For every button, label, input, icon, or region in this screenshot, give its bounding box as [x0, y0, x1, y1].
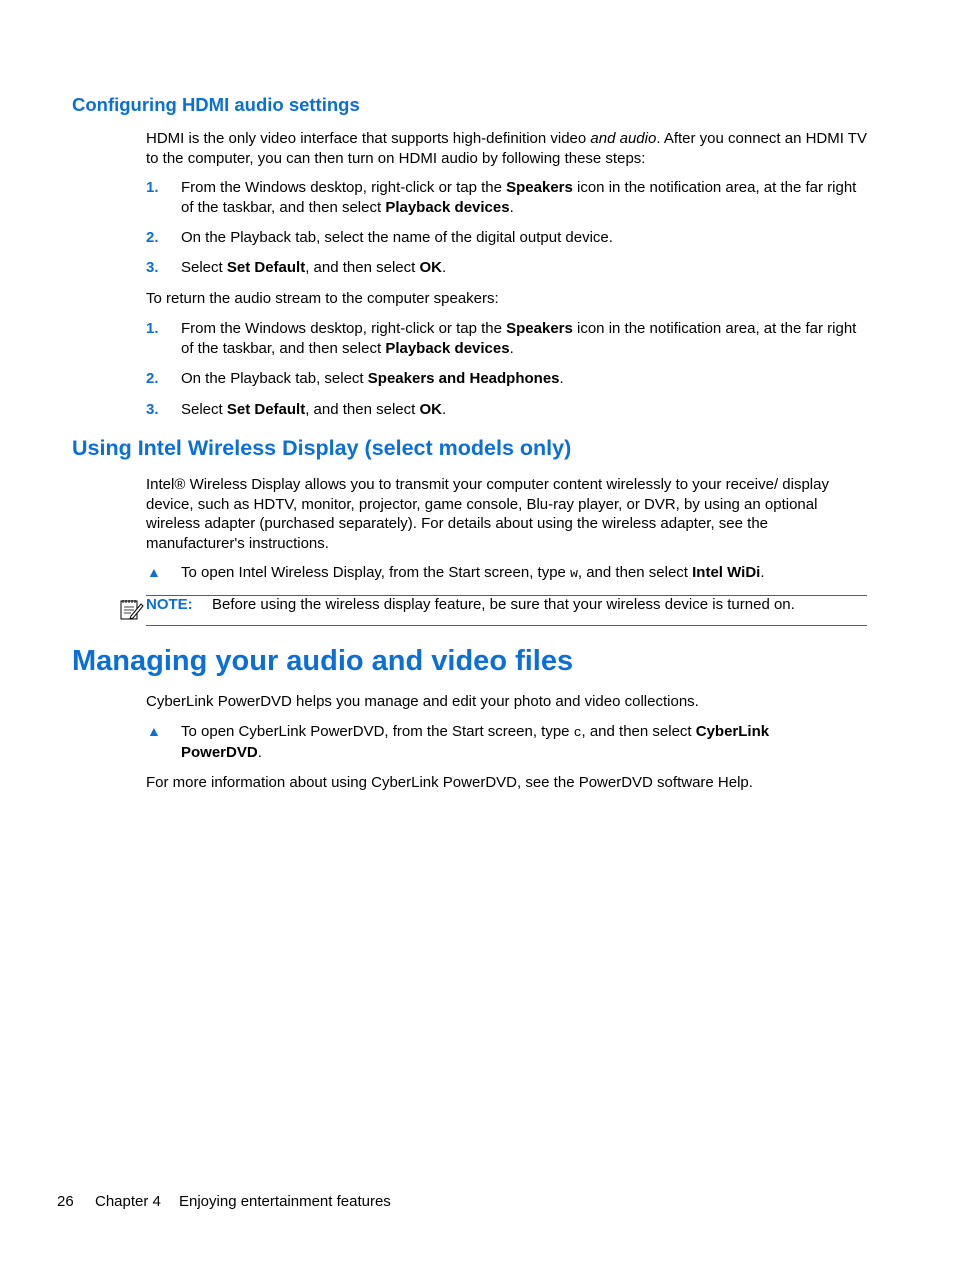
note-pad-icon — [119, 597, 145, 626]
text: . — [509, 340, 514, 357]
bold-text: Intel WiDi — [692, 564, 761, 581]
chapter-section-heading: Managing your audio and video files — [72, 645, 574, 677]
step-number: 3. — [146, 259, 159, 276]
step-text — [181, 178, 871, 218]
text: To open CyberLink PowerDVD, from the Start screen, type — [181, 723, 574, 740]
bold-text: Playback devices — [385, 199, 510, 216]
note-text: Before using the wireless display feature, be sure that your wireless device is turned on. — [212, 596, 795, 613]
step-text — [181, 369, 871, 389]
italic-text: and audio — [590, 130, 657, 147]
text: From the Windows desktop, right-click or tap the — [181, 179, 507, 196]
footer-title: Enjoying entertainment features — [179, 1193, 391, 1210]
step-number: 1. — [146, 320, 159, 337]
text: Select — [181, 259, 227, 276]
text: . — [257, 744, 262, 761]
text: . — [559, 370, 564, 387]
code-text: w — [570, 566, 578, 581]
bold-text: Speakers — [506, 179, 573, 196]
step-text — [181, 258, 871, 278]
triangle-bullet-icon: ▲ — [147, 723, 161, 739]
managing-bullet-text — [181, 722, 841, 763]
step-text: On the Playback tab, select the name of the digital output device. — [181, 229, 613, 246]
managing-intro: CyberLink PowerDVD helps you manage and edit your photo and video collections. — [146, 693, 699, 710]
widi-bullet-text — [181, 563, 871, 584]
text: Select — [181, 401, 227, 418]
text: . — [509, 199, 514, 216]
text: From the Windows desktop, right-click or tap the — [181, 320, 507, 337]
text: . After you connect an HDMI TV to the computer, you can then turn on HDMI audio by following these steps: — [146, 130, 867, 167]
step-number: 1. — [146, 179, 159, 196]
note-bottom-rule — [146, 625, 867, 626]
text: HDMI is the only video interface that supports high-definition video — [146, 130, 591, 147]
step-text — [181, 400, 871, 420]
hdmi-intro — [146, 129, 871, 168]
text: . — [441, 401, 447, 418]
text: , and then select — [305, 401, 420, 418]
widi-intro: Intel® Wireless Display allows you to transmit your computer content wirelessly to your receive/ display device, such as HDTV, monitor, projector, game console, Blu-ray player, or DVR, by using an optional wireless adapter (purchased separately). For details about using the wireless adapter, see the manufacturer's instructions. — [146, 476, 829, 552]
text: , and then select — [577, 564, 693, 581]
bold-text: Speakers — [506, 320, 573, 337]
page-number: 26 — [57, 1193, 74, 1210]
text: , and then select — [305, 259, 420, 276]
bold-text: Set Default — [226, 401, 306, 418]
text: To open Intel Wireless Display, from the Start screen, type — [181, 564, 571, 581]
text: . — [760, 564, 765, 581]
return-text: To return the audio stream to the computer speakers: — [146, 290, 499, 307]
text: . — [441, 259, 447, 276]
note-label: NOTE: — [146, 596, 193, 613]
text: icon in the notification area, at the far right of the taskbar, and then select — [181, 179, 857, 216]
step-number: 2. — [146, 370, 159, 387]
footer-chapter: Chapter 4 — [95, 1193, 161, 1210]
bold-text: Speakers and Headphones — [367, 370, 560, 387]
bold-text: OK — [419, 401, 442, 418]
bold-text: Set Default — [226, 259, 306, 276]
text: , and then select — [581, 723, 696, 740]
text: On the Playback tab, select — [181, 370, 368, 387]
text: icon in the notification area, at the far right of the taskbar, and then select — [181, 320, 857, 357]
bold-text: Playback devices — [385, 340, 510, 357]
bold-text: CyberLink PowerDVD — [181, 723, 770, 761]
step-text — [181, 319, 871, 359]
bold-text: OK — [419, 259, 442, 276]
managing-more: For more information about using CyberLink PowerDVD, see the PowerDVD software Help. — [146, 774, 753, 791]
section-heading-widi: Using Intel Wireless Display (select models only) — [72, 436, 572, 460]
code-text: c — [573, 725, 582, 740]
section-heading-hdmi: Configuring HDMI audio settings — [72, 94, 360, 115]
step-number: 2. — [146, 229, 159, 246]
step-number: 3. — [146, 401, 159, 418]
triangle-bullet-icon: ▲ — [147, 564, 161, 580]
